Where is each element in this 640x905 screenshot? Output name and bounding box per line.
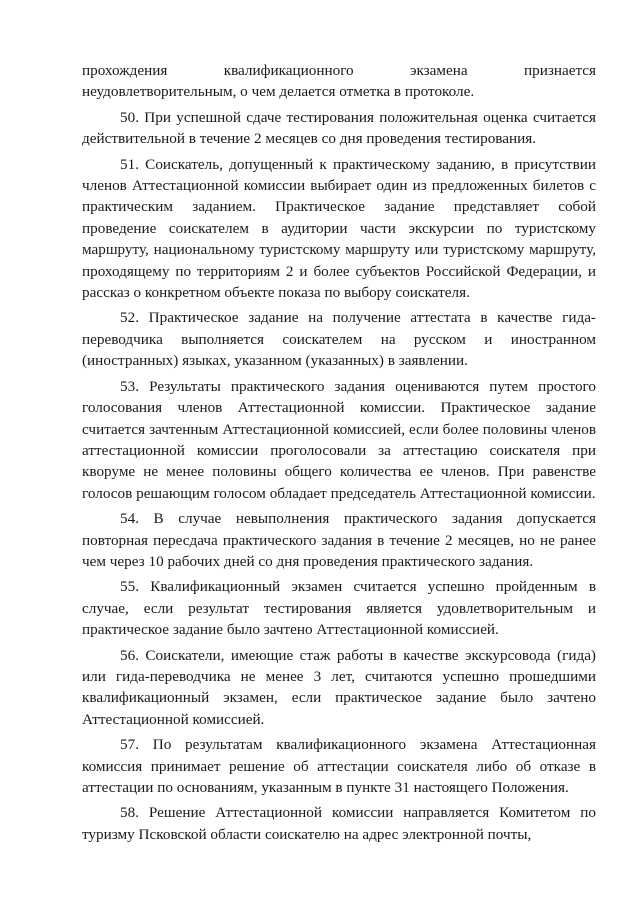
- document-body: [82, 60, 596, 849]
- paragraph-50: 50. При успешной сдаче тестирования положительная оценка считается действительной в течение 2 месяцев со дня проведения тестирования.: [82, 108, 596, 148]
- paragraph-55: 55. Квалификационный экзамен считается успешно пройденным в случае, если результат тестирования является удовлетворительным и практическое задание было зачтено Аттестационной комиссией.: [82, 578, 596, 639]
- paragraph-53: 53. Результаты практического задания оцениваются путем простого голосования членов Аттестационной комиссии. Практическое задание считается зачтенным Аттестационной комиссией, если более половины членов аттестационной комиссии проголосовали за аттестацию соискателя при кворуме не менее половины общего количества ее членов. При равенстве голосов решающим голосом обладает председатель Аттестационной комиссии.: [82, 377, 596, 502]
- paragraph-52: 52. Практическое задание на получение аттестата в качестве гида-переводчика выполняется соискателем на русском и иностранном (иностранных) языках, указанном (указанных) в заявлении.: [82, 309, 596, 370]
- paragraph-56: 56. Соискатели, имеющие стаж работы в качестве экскурсовода (гида) или гида-переводчика не менее 3 лет, считаются успешно прошедшими квалификационный экзамен, если практическое задание было зачтено Аттестационной комиссией.: [82, 646, 596, 728]
- paragraph-continuation: прохождения квалификационного экзамена признается неудовлетворительным, о чем делается отметка в протоколе.: [82, 62, 596, 101]
- paragraph-54: 54. В случае невыполнения практического задания допускается повторная пересдача практического задания в течение 2 месяцев, но не ранее чем через 10 рабочих дней со дня проведения практического задания.: [82, 510, 596, 570]
- paragraph-51: 51. Соискатель, допущенный к практическому заданию, в присутствии членов Аттестационной комиссии выбирает один из предложенных билетов с практическим заданием. Практическое задание представляет собой проведение соискателем в аудитории части экскурсии по туристскому маршруту, национальному туристскому маршруту или туристскому маршруту, проходящему по территориям 2 и более субъектов Российской Федерации, и рассказ о конкретном объекте показа по выбору соискателя.: [82, 155, 596, 302]
- paragraph-57: 57. По результатам квалификационного экзамена Аттестационная комиссия принимает решение об аттестации соискателя либо об отказе в аттестации по основаниям, указанным в пункте 31 настоящего Положения.: [82, 736, 596, 796]
- paragraph-58: 58. Решение Аттестационной комиссии направляется Комитетом по туризму Псковской области соискателю на адрес электронной почты,: [82, 804, 596, 843]
